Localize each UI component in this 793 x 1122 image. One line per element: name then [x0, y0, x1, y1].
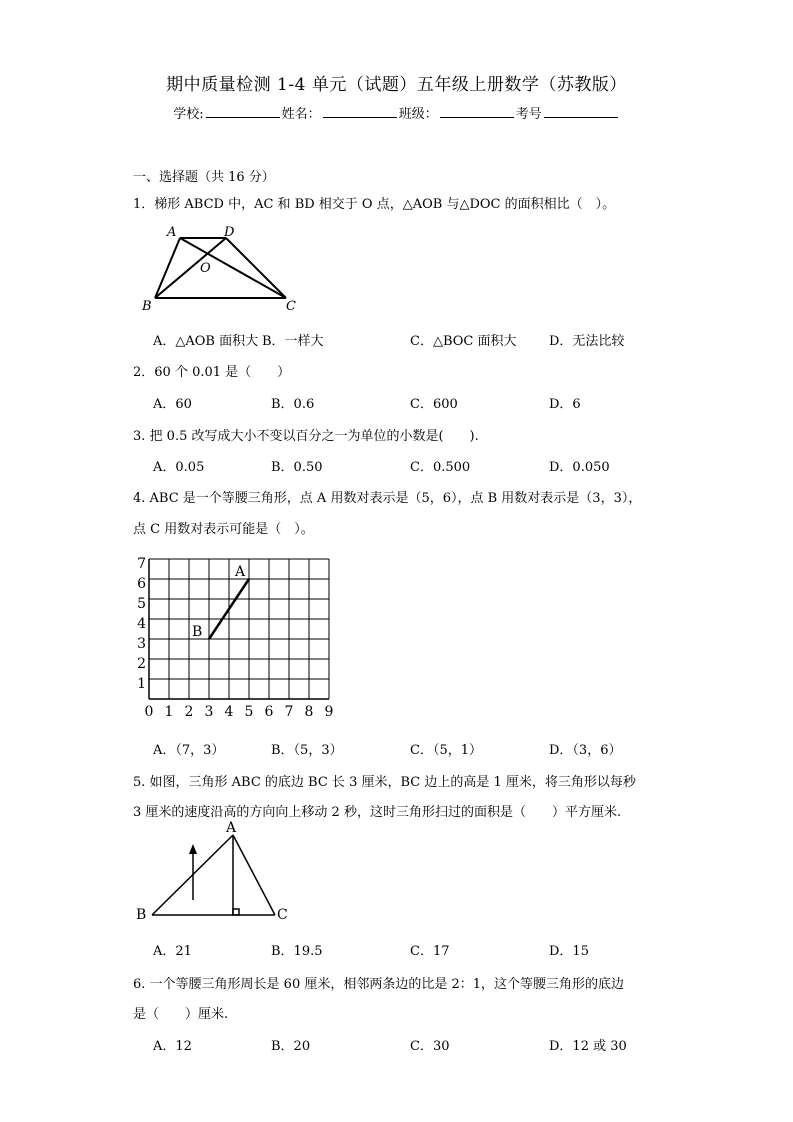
question-1-option-c[interactable]: C．△BOC 面积大 — [410, 334, 517, 349]
y-tick-label: 1 — [137, 676, 146, 692]
question-1-stem: 1．梯形 ABCD 中，AC 和 BD 相交于 O 点，△AOB 与△DOC 的面积相比（ ）。 — [133, 197, 616, 212]
question-6-stem-line2: 是（ ）厘米. — [133, 1007, 229, 1022]
label-b: B — [142, 299, 152, 314]
x-tick-label: 1 — [164, 704, 174, 720]
question-6-option-d[interactable]: D．12 或 30 — [549, 1039, 627, 1054]
label-c: C — [286, 299, 296, 314]
question-5-stem-line2: 3 厘米的速度沿高的方向向上移动 2 秒，这时三角形扫过的面积是（ ）平方厘米. — [133, 805, 622, 820]
question-4-stem-line1: 4. ABC 是一个等腰三角形，点 A 用数对表示是（5，6），点 B 用数对表示是（3，3）， — [133, 491, 642, 506]
x-tick-label: 5 — [244, 704, 254, 720]
question-4-stem-line2: 点 C 用数对表示可能是（ ）。 — [133, 522, 314, 537]
student-info-line — [0, 103, 793, 122]
question-4-option-c[interactable]: C．（5，1） — [410, 743, 482, 758]
label-b: B — [136, 907, 147, 923]
class-blank — [440, 105, 514, 118]
question-4-option-d[interactable]: D．（3，6） — [549, 743, 622, 758]
triangle-figure — [130, 818, 300, 928]
page-title: 期中质量检测 1-4 单元（试题）五年级上册数学（苏教版） — [166, 75, 627, 95]
question-1-option-b[interactable]: B．一样大 — [262, 334, 324, 349]
question-5-stem-line1: 5. 如图，三角形 ABC 的底边 BC 长 3 厘米，BC 边上的高是 1 厘米，将三角形以每秒 — [133, 775, 636, 790]
grid-lines — [149, 559, 329, 699]
question-2-stem: 2．60 个 0.01 是（ ） — [133, 365, 291, 380]
question-2-option-c[interactable]: C．600 — [410, 397, 458, 412]
question-3-stem: 3. 把 0.5 改写成大小不变以百分之一为单位的小数是( ). — [133, 429, 479, 444]
school-label: 学校: — [173, 107, 204, 122]
trapezoid-figure — [138, 222, 303, 314]
label-a: A — [167, 225, 177, 240]
y-tick-label: 5 — [137, 596, 146, 612]
label-o: O — [200, 261, 211, 276]
question-2-option-a[interactable]: A．60 — [153, 397, 192, 412]
x-tick-label: 9 — [324, 704, 334, 720]
right-angle-marker — [233, 909, 239, 915]
coordinate-grid-figure — [130, 550, 342, 720]
question-5-option-a[interactable]: A．21 — [153, 944, 192, 959]
question-6-option-c[interactable]: C．30 — [410, 1039, 450, 1054]
question-3-option-d[interactable]: D．0.050 — [549, 460, 610, 475]
name-label: 姓名： — [281, 107, 321, 122]
question-5-option-b[interactable]: B．19.5 — [271, 944, 323, 959]
label-d: D — [224, 225, 235, 240]
question-3-option-a[interactable]: A．0.05 — [153, 460, 205, 475]
exam-no-blank — [544, 105, 618, 118]
diagonal-ac — [180, 238, 286, 298]
question-4-option-b[interactable]: B．（5，3） — [271, 743, 343, 758]
question-3-option-c[interactable]: C．0.500 — [410, 460, 471, 475]
name-blank — [323, 105, 397, 118]
x-tick-label: 0 — [144, 704, 154, 720]
triangle-side-ac — [233, 835, 275, 915]
question-6-option-a[interactable]: A．12 — [153, 1039, 192, 1054]
question-5-option-c[interactable]: C．17 — [410, 944, 450, 959]
class-label: 班级： — [398, 107, 438, 122]
x-tick-label: 3 — [204, 704, 214, 720]
question-2-option-b[interactable]: B．0.6 — [271, 397, 315, 412]
x-tick-label: 6 — [264, 704, 274, 720]
x-tick-label: 8 — [304, 704, 314, 720]
y-tick-label: 6 — [137, 576, 146, 592]
y-tick-label: 3 — [137, 636, 146, 652]
question-1-option-d[interactable]: D．无法比较 — [549, 334, 625, 349]
label-c: C — [277, 907, 288, 923]
section-heading: 一、选择题（共 16 分） — [133, 170, 275, 185]
x-tick-label: 2 — [184, 704, 194, 720]
y-tick-label: 4 — [137, 616, 146, 632]
y-tick-label: 7 — [137, 556, 146, 572]
point-label-b: B — [192, 624, 203, 640]
x-tick-label: 7 — [284, 704, 294, 720]
school-blank — [206, 105, 280, 118]
question-1-option-a[interactable]: A．△AOB 面积大 — [153, 334, 259, 349]
diagonal-bd — [155, 238, 226, 298]
question-2-option-d[interactable]: D．6 — [549, 397, 581, 412]
y-tick-labels — [137, 556, 146, 692]
question-6-stem-line1: 6. 一个等腰三角形周长是 60 厘米，相邻两条边的比是 2：1，这个等腰三角形的底边 — [133, 977, 625, 992]
up-arrow-icon — [189, 844, 197, 854]
question-3-option-b[interactable]: B．0.50 — [271, 460, 323, 475]
exam-no-label: 考号 — [515, 107, 542, 122]
question-6-option-b[interactable]: B．20 — [271, 1039, 311, 1054]
x-tick-labels — [145, 704, 334, 720]
trapezoid-left-edge — [155, 238, 180, 298]
question-5-option-d[interactable]: D．15 — [549, 944, 589, 959]
label-a: A — [226, 820, 237, 836]
point-label-a: A — [235, 564, 246, 580]
y-tick-label: 2 — [137, 656, 146, 672]
x-tick-label: 4 — [224, 704, 234, 720]
question-4-option-a[interactable]: A．（7，3） — [153, 743, 225, 758]
